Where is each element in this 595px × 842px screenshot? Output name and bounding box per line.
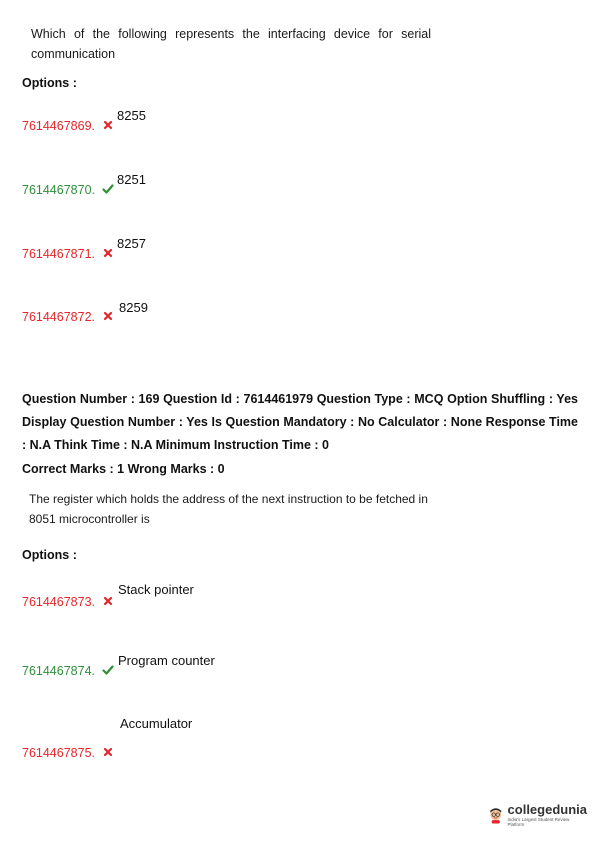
cross-icon xyxy=(102,746,114,758)
logo-name: collegedunia xyxy=(507,801,587,817)
option-row xyxy=(22,662,114,680)
marks-line: Correct Marks : 1 Wrong Marks : 0 xyxy=(22,462,225,476)
option-value: Stack pointer xyxy=(118,582,194,597)
question-2-text: The register which holds the address of the next instruction to be fetched in 8051 microcontroller is xyxy=(29,492,428,526)
option-id: 7614467875. xyxy=(22,746,95,760)
collegedunia-logo xyxy=(487,800,587,828)
option-row xyxy=(22,308,114,326)
logo-tagline: India's Largest Student Review Platform xyxy=(507,816,570,827)
options-label: Options : xyxy=(22,76,77,90)
options-label: Options : xyxy=(22,548,77,562)
option-row xyxy=(22,593,114,611)
check-icon xyxy=(102,664,114,676)
option-id: 7614467870. xyxy=(22,183,95,197)
option-value: Accumulator xyxy=(120,716,193,731)
option-row xyxy=(22,181,114,199)
option-id: 7614467873. xyxy=(22,595,95,609)
option-id: 7614467869. xyxy=(22,119,95,133)
option-value: 8255 xyxy=(117,108,146,123)
option-id: 7614467872. xyxy=(22,310,95,324)
question-1-text: Which of the following represents the interfacing device for serial communication xyxy=(31,27,431,61)
mascot-icon xyxy=(487,800,505,828)
cross-icon xyxy=(102,595,114,607)
option-value: 8257 xyxy=(117,236,146,251)
option-row xyxy=(22,117,114,135)
option-value: 8251 xyxy=(117,172,146,187)
check-icon xyxy=(102,183,114,195)
option-id: 7614467874. xyxy=(22,664,95,678)
cross-icon xyxy=(102,247,114,259)
option-id: 7614467871. xyxy=(22,247,95,261)
cross-icon xyxy=(102,119,114,131)
cross-icon xyxy=(102,310,114,322)
option-row xyxy=(22,245,114,263)
option-value: 8259 xyxy=(119,300,148,315)
option-value: Program counter xyxy=(118,653,215,668)
question-meta: Question Number : 169 Question Id : 7614461979 Question Type : MCQ Option Shuffling : Yes Display Question Number : Yes Is Question Mandatory : No Calculator : None Response Time : N.A Think Time : N.A Minimum Instruction Time : 0 xyxy=(22,392,578,452)
option-row xyxy=(22,744,114,762)
